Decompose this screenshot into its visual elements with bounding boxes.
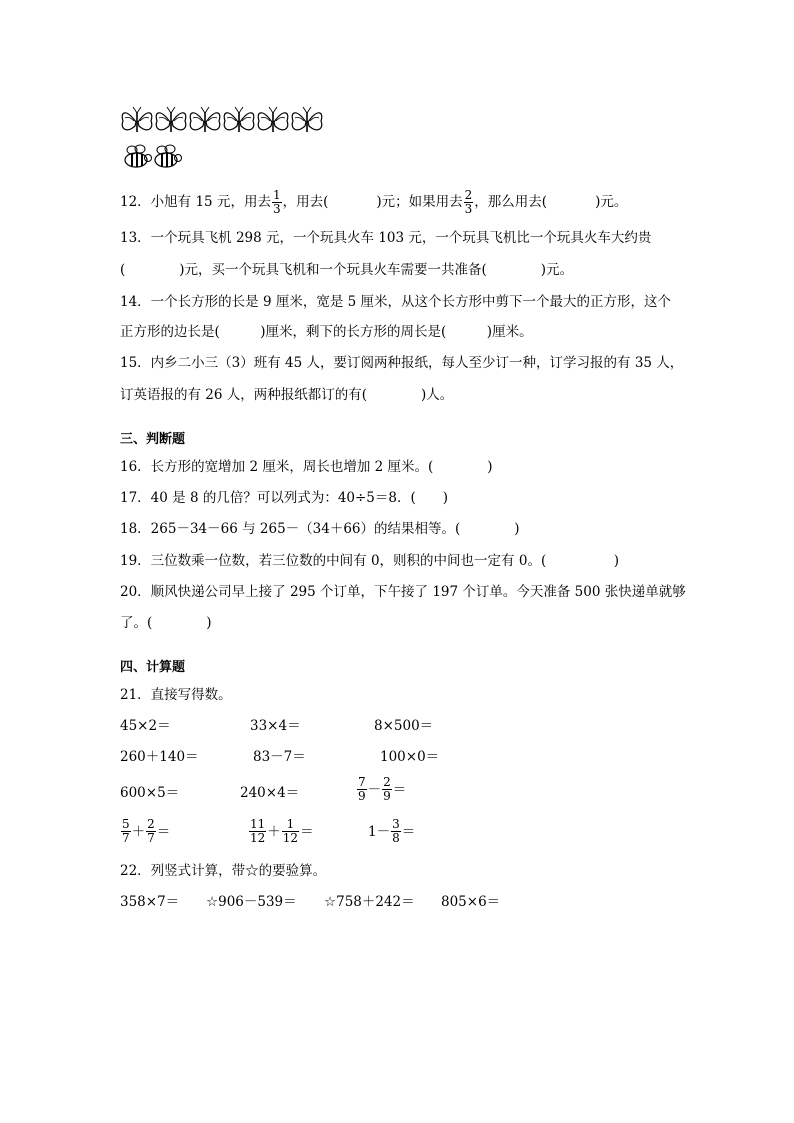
question-19: 19．三位数乘一位数，若三位数的中间有 0，则积的中间也一定有 0。( ) [120,553,619,569]
bee-icon [155,145,182,167]
question-12: 12．小旭有 15 元，用去 $\frac{1}{3}$ ，用去( )元；如果用去 $\frac{2}{3}$ ，那么用去( )元。 [120,188,628,216]
vertical-calc-item: ☆906－539＝ [206,894,297,910]
fraction: $\frac{2}{7}$ [147,817,155,845]
section-heading-judgment: 三、判断题 [120,432,186,447]
fraction: $\frac{7}{9}$ [358,775,366,803]
question-20-line2: 了。( ) [120,615,212,631]
calc-item: 83－7＝ [253,749,306,765]
butterfly-icon [190,107,220,132]
calc-item-fraction: $\frac{5}{7}$ ＋ $\frac{2}{7}$ ＝ [122,817,171,845]
fraction: $\frac{3}{8}$ [392,817,400,845]
calc-item: 100×0＝ [380,749,440,765]
question-18: 18．265－34－66 与 265－（34＋66）的结果相等。( ) [120,521,520,537]
butterfly-icon [122,107,152,132]
question-21-title: 21．直接写得数。 [120,687,232,703]
calc-item: 8×500＝ [374,718,434,734]
calc-item-fraction: $\frac{11}{12}$ ＋ $\frac{1}{12}$ ＝ [250,817,314,845]
calc-item-fraction: 1－ $\frac{3}{8}$ ＝ [368,817,416,845]
question-15-line2: 订英语报的有 26 人，两种报纸都订的有( )人。 [120,387,454,403]
bee-row [120,142,190,172]
question-14-line1: 14．一个长方形的长是 9 厘米，宽是 5 厘米，从这个长方形中剪下一个最大的正方形，这个 [120,294,672,310]
fraction: $\frac{2}{3}$ [464,188,473,216]
calc-item: 260＋140＝ [120,749,199,765]
butterfly-icon [156,107,186,132]
question-13-line2: ( )元，买一个玩具飞机和一个玩具火车需要一共准备( )元。 [120,262,574,278]
question-20-line1: 20．顺风快递公司早上接了 295 个订单，下午接了 197 个订单。今天准备 500 张快递单就够 [120,584,686,600]
fraction: $\frac{5}{7}$ [122,817,130,845]
calc-item: 33×4＝ [250,718,301,734]
butterfly-icon [292,107,322,132]
fraction: $\frac{1}{3}$ [272,188,281,216]
butterfly-icon [258,107,288,132]
question-17: 17．40 是 8 的几倍？可以列式为：40÷5＝8．( ) [120,490,449,506]
butterfly-icon [224,107,254,132]
section-heading-calculation: 四、计算题 [120,660,186,675]
question-13-line1: 13．一个玩具飞机 298 元，一个玩具火车 103 元，一个玩具飞机比一个玩具火车大约贵 [120,230,652,246]
calc-item: 45×2＝ [120,718,171,734]
vertical-calc-item: 358×7＝ [120,894,180,910]
fraction: $\frac{1}{12}$ [282,817,299,845]
vertical-calc-item: 805×6＝ [441,894,501,910]
question-16: 16．长方形的宽增加 2 厘米，周长也增加 2 厘米。( ) [120,459,493,475]
question-15-line1: 15．内乡二小三（3）班有 45 人，要订阅两种报纸，每人至少订一种，订学习报的有 35 人， [120,355,684,371]
fraction: $\frac{11}{12}$ [250,817,266,845]
calc-item: 600×5＝ [120,785,180,801]
butterfly-row [120,103,330,137]
question-14-line2: 正方形的边长是( )厘米，剩下的长方形的周长是( )厘米。 [120,324,533,340]
fraction: $\frac{2}{9}$ [383,775,391,803]
calc-item: 240×4＝ [240,785,300,801]
question-22-title: 22．列竖式计算，带☆的要验算。 [120,863,327,879]
calc-item-fraction: $\frac{7}{9}$ － $\frac{2}{9}$ ＝ [358,775,407,803]
vertical-calc-item: ☆758＋242＝ [324,894,415,910]
bee-icon [125,145,152,167]
